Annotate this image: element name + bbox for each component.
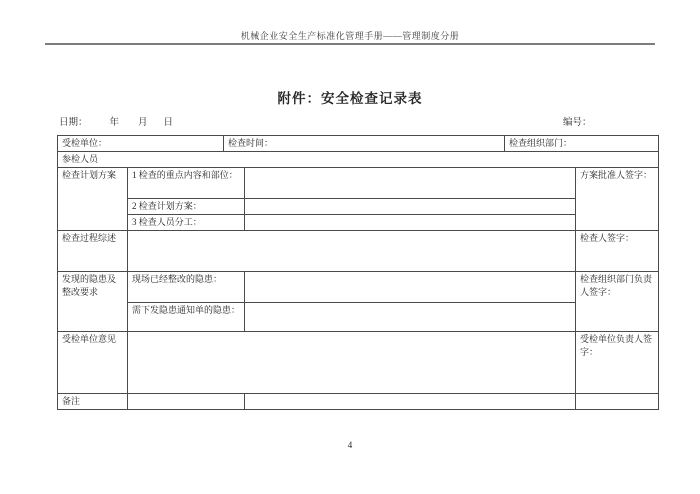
plan-item1-value-cell xyxy=(245,168,576,199)
unit-opinion-value-cell xyxy=(128,332,576,394)
hazards-item2-value-cell xyxy=(245,303,576,332)
day-label: 日 xyxy=(163,118,174,128)
unit-opinion-sign-cell: 受检单位负责人签字： xyxy=(576,332,659,394)
inspection-record-table xyxy=(57,135,659,410)
header-rule xyxy=(45,43,655,45)
participants-cell: 参检人员 xyxy=(58,152,659,168)
hazards-item1-label-cell: 现场已经整改的隐患： xyxy=(128,272,245,303)
process-label-cell: 检查过程综述 xyxy=(58,231,128,272)
table-row xyxy=(58,231,659,272)
year-label: 年 xyxy=(109,118,120,128)
remarks-value-cell-2 xyxy=(245,394,576,410)
inspection-time-cell: 检查时间： xyxy=(224,136,505,152)
remarks-value-cell-3 xyxy=(576,394,659,410)
hazards-item2-label-cell: 需下发隐患通知单的隐患： xyxy=(128,303,245,332)
page-number: 4 xyxy=(347,440,353,450)
hazards-label-cell: 发现的隐患及整改要求 xyxy=(58,272,128,332)
date-field xyxy=(59,114,173,128)
table-row xyxy=(58,332,659,394)
month-label: 月 xyxy=(138,118,148,128)
process-value-cell xyxy=(128,231,576,272)
unit-opinion-label-cell: 受检单位意见 xyxy=(58,332,128,394)
table-row xyxy=(58,215,659,231)
remarks-value-cell-1 xyxy=(128,394,245,410)
table-row xyxy=(58,199,659,215)
plan-item1-label-cell: 1 检查的重点内容和部位： xyxy=(128,168,245,199)
hazards-sign-cell: 检查组织部门负责人签字： xyxy=(576,272,659,332)
plan-item2-label-cell: 2 检查计划方案： xyxy=(128,199,245,215)
table-row xyxy=(58,136,659,152)
organizing-dept-cell: 检查组织部门： xyxy=(505,136,659,152)
document-header: 机械企业安全生产标准化管理手册——管理制度分册 xyxy=(240,31,460,41)
table-row xyxy=(58,303,659,332)
table-row xyxy=(58,272,659,303)
date-label: 日期： xyxy=(59,118,88,128)
remarks-label-cell: 备注 xyxy=(58,394,128,410)
process-sign-cell: 检查人签字： xyxy=(576,231,659,272)
table-row xyxy=(58,152,659,168)
table-row xyxy=(58,168,659,199)
table-row xyxy=(58,394,659,410)
hazards-item1-value-cell xyxy=(245,272,576,303)
document-title: 附件：安全检查记录表 xyxy=(277,91,423,106)
number-field: 编号： xyxy=(563,118,592,128)
plan-item3-label-cell: 3 检查人员分工： xyxy=(128,215,245,231)
meta-row xyxy=(57,114,658,128)
plan-item2-value-cell xyxy=(245,199,576,215)
plan-label-cell: 检查计划方案 xyxy=(58,168,128,231)
plan-item3-value-cell xyxy=(245,215,576,231)
inspected-unit-cell: 受检单位： xyxy=(58,136,224,152)
plan-sign-cell: 方案批准人签字： xyxy=(576,168,659,231)
